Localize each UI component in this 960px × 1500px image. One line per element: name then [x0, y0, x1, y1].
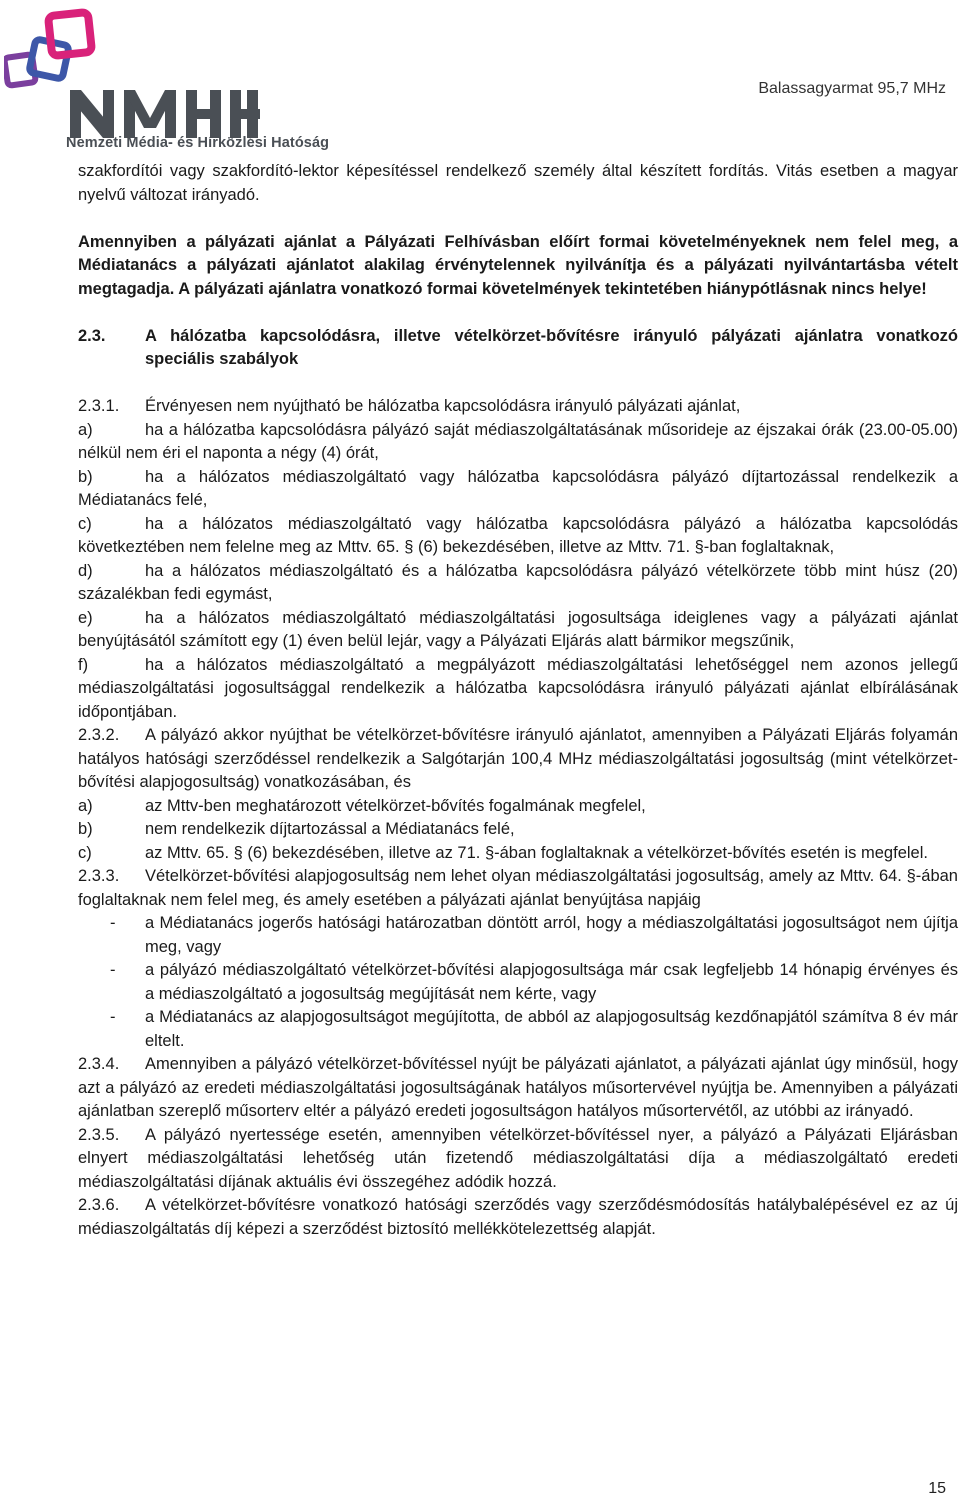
list-item: e) ha a hálózatos médiaszolgáltató médiaszolgáltatási jogosultsága ideiglenes vagy a pályázati ajánlat benyújtásától számított egy (1) éven belül lejár, vagy a Pályázati Eljárás alatt bármikor megszűnik, [78, 608, 958, 650]
list-item: b) nem rendelkezik díjtartozással a Médiatanács felé, [78, 820, 515, 838]
clause-text: Vételkörzet-bővítési alapjogosultság nem lehet olyan médiaszolgáltatási jogosultság, amely az Mttv. 64. §-ában foglaltaknak nem felel meg, és amely esetében a pályázati ajánlat benyújtása napjáig [78, 867, 958, 909]
dash-list-item: - a pályázó médiaszolgáltató vételkörzet-bővítési alapjogosultsága már csak legfeljebb 14 hónapig érvényes és a médiaszolgáltató a jogosultság megújítását nem kérte, vagy [110, 961, 958, 1003]
page-number: 15 [928, 1480, 946, 1497]
clause-2-3-2 [78, 724, 958, 795]
formal-requirements-paragraph: Amennyiben a pályázati ajánlat a Pályázati Felhívásban előírt formai követelményeknek nem felel meg, a Médiatanács a pályázati ajánlatot alakilag érvénytelennek nyilvánítja és a pályázati nyilvántartásba vételt megtagadja. A pályázati ajánlatra vonatkozó formai követelmények tekintetében hiánypótlásnak nincs helye! [78, 232, 958, 298]
list-item: f) ha a hálózatos médiaszolgáltató a megpályázott médiaszolgáltatási lehetőséggel nem azonos jellegű médiaszolgáltatási jogosultsággal rendelkezik a hálózatba kapcsolódásra irányuló pályázati ajánlat elbírálásának időpontjában. [78, 655, 958, 721]
list-item: a) ha a hálózatba kapcsolódásra pályázó saját médiaszolgáltatásának műsorideje az éjszakai órák (23.00-05.00) nélkül nem éri el naponta a négy (4) órát, [78, 420, 958, 462]
clause-number: 2.3.4. [78, 1055, 120, 1073]
clause-number: 2.3.2. [78, 726, 120, 744]
clause-number: 2.3.3. [78, 867, 120, 885]
clause-text: Amennyiben a pályázó vételkörzet-bővítéssel nyújt be pályázati ajánlatot, a pályázati ajánlat úgy minősül, hogy azt a pályázó az eredeti médiaszolgáltatási jogosultságának hatályos műsortervével nyújtja be. Amennyiben a pályázati ajánlatban szereplő műsorterv eltér a pályázó eredeti jogosultságon hatályos műsortervétől, az utóbbi az irányadó. [78, 1055, 958, 1120]
clause-number: 2.3.6. [78, 1196, 120, 1214]
list-item: d) ha a hálózatos médiaszolgáltató és a hálózatba kapcsolódásra pályázó vételkörzete több mint húsz (20) százalékban fedi egymást, [78, 561, 958, 603]
document-header-title: Balassagyarmat 95,7 MHz [758, 80, 946, 97]
clause-number: 2.3.5. [78, 1125, 120, 1144]
clause-2-3-1 [78, 395, 958, 419]
list-item: b) ha a hálózatos médiaszolgáltató vagy hálózatba kapcsolódásra pályázó díjtartozással rendelkezik a Médiatanács felé, [78, 467, 958, 509]
clause-2-3-6 [78, 1194, 958, 1241]
section-heading [78, 325, 958, 372]
dash-list-item: - a Médiatanács jogerős hatósági határozatban döntött arról, hogy a médiaszolgáltatási jogosultságot nem újítja meg, vagy [110, 914, 958, 956]
clause-text: A pályázó nyertessége esetén, amennyiben vételkörzet-bővítéssel nyer, a pályázó a Pályázati Eljárásban elnyert médiaszolgáltatási lehetőség után fizetendő médiaszolgáltatási díja a médiaszolgáltató eredeti médiaszolgáltatási díjának aktuális évi összegéhez adódik hozzá. [78, 1125, 958, 1191]
organization-name: Nemzeti Média- és Hírközlési Hatóság [66, 135, 330, 151]
clause-text: Érvényesen nem nyújtható be hálózatba kapcsolódásra irányuló pályázati ajánlat, [145, 397, 741, 415]
list-item: a) az Mttv-ben meghatározott vételkörzet-bővítés fogalmának megfelel, [78, 796, 646, 815]
intro-paragraph: szakfordítói vagy szakfordító-lektor képesítéssel rendelkező személy által készített fordítás. Vitás esetben a magyar nyelvű változat irányadó. [78, 162, 958, 204]
clause-number: 2.3.1. [78, 397, 120, 415]
document-body [78, 160, 958, 1241]
section-title: A hálózatba kapcsolódásra, illetve vételkörzet-bővítésre irányuló pályázati ajánlatra vonatkozó speciális szabályok [145, 326, 958, 368]
clause-2-3-4 [78, 1053, 958, 1124]
dash-list-item: - a Médiatanács az alapjogosultságot megújította, de abból az alapjogosultság kezdőnapjától számítva 8 év már eltelt. [110, 1008, 958, 1050]
clause-text: A pályázó akkor nyújthat be vételkörzet-bővítésre irányuló ajánlatot, amennyiben a Pályázati Eljárás folyamán hatályos hatósági szerződéssel rendelkezik a Salgótarján 100,4 MHz médiaszolgáltatási jogosultság (mint vételkörzet-bővítési alapjogosultság) vonatkozásában, és [78, 726, 958, 791]
nmhh-logo-graphic [4, 8, 364, 156]
clause-2-3-5 [78, 1124, 958, 1195]
clause-text: A vételkörzet-bővítésre vonatkozó hatósági szerződés vagy szerződésmódosítás hatálybalépésével ez az új médiaszolgáltatás díj képezi a szerződést biztosító mellékkötelezettség alapját. [78, 1196, 958, 1238]
list-item: c) az Mttv. 65. § (6) bekezdésében, illetve az 71. §-ában foglaltaknak a vételkörzet-bővítés esetén is megfelel. [78, 843, 928, 862]
clause-2-3-3 [78, 865, 958, 912]
nmhh-logo [4, 8, 364, 156]
list-item: c) ha a hálózatos médiaszolgáltató vagy hálózatba kapcsolódásra pályázó a hálózatba kapcsolódás következtében nem felelne meg az Mttv. 65. § (6) bekezdésében, illetve az Mttv. 71. §-ban foglaltaknak, [78, 514, 958, 556]
section-number: 2.3. [78, 326, 106, 345]
